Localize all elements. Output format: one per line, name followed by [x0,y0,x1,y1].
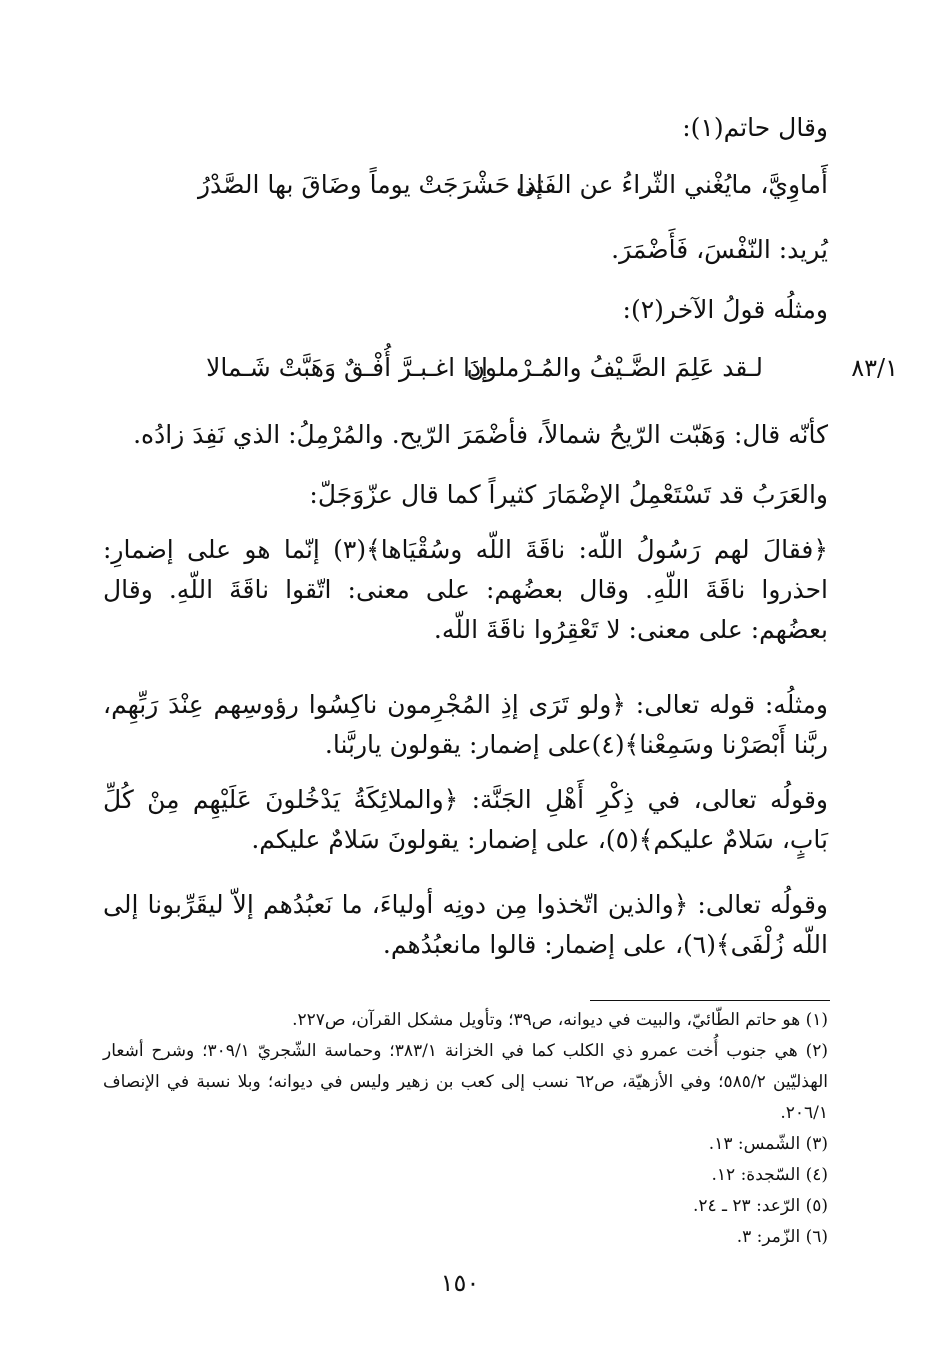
verse1-first-hemistich: أَماوِيَّ، مايُغْني الثّراءُ عن الفَتى [516,170,828,199]
footnote-separator [590,1000,830,1001]
verse2-second-hemistich: إذا اغـبـرَّ أُفْـقٌ وَهَبَّتْ شَـمالا [206,353,488,382]
intro-hatim: وقال حاتم(١): [682,113,828,142]
footnote-6: (٦) الزّمر: ٣. [736,1227,828,1247]
footnote-3: (٣) الشّمس: ١٣. [708,1134,828,1154]
paragraph-mujrimun: ومثلُه: قوله تعالى: ﴿ولو تَرَى إذِ المُجْرِمون ناكِسُوا رؤوسِهم عِنْدَ رَبِّهِم، ربَّنا أَبْصَرْنا وسَمِعْنا﴾(٤)على إضمار: يقولون ياربَّنا. [103,690,828,759]
footnote-5: (٥) الرّعد: ٢٣ ـ ٢٤. [692,1196,828,1216]
arabs-paragraph: والعَرَبُ قد تَسْتَعْمِلُ الإضْمَارَ كثيراً كما قال عزّوَجَلّ: [309,480,828,509]
footnote-4: (٤) السّجدة: ١٢. [711,1165,828,1185]
verse2-first-hemistich: لـقد عَلِمَ الضَّـيْفُ والمُـرْملونَ [466,353,763,382]
footnotes [103,1005,828,1253]
paragraph-malaika: وقولُه تعالى، في ذِكْرِ أَهْلِ الجَنَّة: ﴿والملائِكَةُ يَدْخُلونَ عَلَيْهِم مِنْ كُلِّ بَابٍ، سَلامٌ عليكم﴾(٥)، على إضمار: يقولونَ سَلامٌ عليكم. [103,785,828,854]
intro-other-poet: ومثلُه قولُ الآخر(٢): [622,295,828,324]
margin-reference: ٨٣/١ [851,354,898,382]
page-number: ١٥٠ [440,1269,480,1297]
footnote-2: (٢) هي جنوب أُخت عمرو ذي الكلب كما في الخزانة ٣٨٣/١؛ وحماسة الشّجريّ ٣٠٩/١؛ وشرح أشعار الهذليّين ٥٨٥/٢؛ وفي الأزهيّة، ص٦٢ نسب إلى كعب بن زهير وليس في ديوانه؛ وبلا نسبة في الإنصاف ٢٠٦/١. [103,1041,828,1123]
paragraph-awliya: وقولُه تعالى: ﴿والذين اتّخذوا مِن دونِه أولياءَ، ما نَعبُدُهم إلاّ ليقَرِّبونا إلى اللّه زُلْفَى﴾(٦)، على إضمار: قالوا مانعبُدُهم. [103,890,828,959]
verse1-second-hemistich: إذا حَشْرَجَتْ يوماً وضَاقَ بها الصَّدْرُ [197,170,543,199]
explanation-2: كأنّه قال: وَهَبّت الرّيحُ شمالاً، فأضْمَرَ الرّيح. والمُرْمِلُ: الذي نَفِدَ زادُه. [133,420,828,449]
explanation-1: يُريد: النّفْسَ، فَأَضْمَرَ. [611,235,828,264]
footnote-1: (١) هو حاتم الطّائيّ، والبيت في ديوانه، ص٣٩؛ وتأويل مشكل القرآن، ص٢٢٧. [292,1010,828,1030]
paragraph-naqa: ﴿فقالَ لهم رَسُولُ اللّه: ناقَةَ اللّه وسُقْيَاها﴾(٣) إنّما هو على إضمارِ: احذروا ناقَةَ اللّهِ. وقال بعضُهم: على معنى: اتّقوا ناقَةَ اللّهِ. وقال بعضُهم: على معنى: لا تَعْقِرُوا ناقَةَ اللّه. [103,535,828,644]
